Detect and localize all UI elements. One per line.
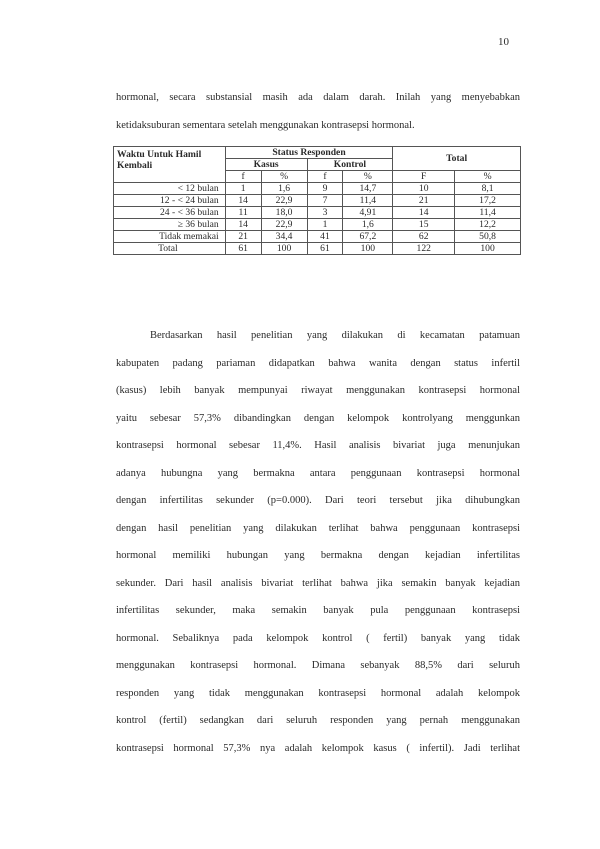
table-cell: 41 [307, 231, 343, 243]
table-cell: 14 [393, 207, 455, 219]
header-total: Total [393, 147, 521, 171]
table-cell: 4,91 [343, 207, 393, 219]
row-label: ≥ 36 bulan [114, 219, 226, 231]
text-line: hormonal. Sebaliknya pada kelompok kontrol ( fertil) banyak yang tidak [116, 632, 520, 644]
table-cell: 18,0 [261, 207, 307, 219]
row-label: 12 - < 24 bulan [114, 195, 226, 207]
text-line: dengan hasil penelitian yang dilakukan terlihat bahwa penggunaan kontrasepsi [116, 522, 520, 534]
table-cell: 100 [261, 243, 307, 255]
table-cell: 22,9 [261, 195, 307, 207]
table-row [114, 207, 521, 219]
table-cell: 61 [307, 243, 343, 255]
table-cell: 12,2 [455, 219, 521, 231]
body-paragraph [116, 322, 520, 762]
text-line: hormonal memiliki hubungan yang bermakna dengan kejadian infertilitas [116, 550, 520, 561]
text-line: infertilitas sekunder, maka semakin banyak pula penggunaan kontrasepsi [116, 605, 520, 616]
subheader-cell: % [455, 171, 521, 183]
table-cell: 9 [307, 183, 343, 195]
header-status-responden: Status Responden [225, 147, 393, 159]
table-cell: 11,4 [455, 207, 521, 219]
text-line: kabupaten padang pariaman didapatkan bahwa wanita dengan status infertil [116, 357, 520, 369]
table-row [114, 195, 521, 207]
text-line: sekunder. Dari hasil analisis bivariat terlihat bahwa jika semakin banyak kejadian [116, 577, 520, 589]
text-line: yaitu sebesar 57,3% dibandingkan dengan kelompok kontrolyang menggunkan [116, 412, 520, 424]
table-cell: 21 [225, 231, 261, 243]
text-line: dengan infertilitas sekunder (p=0.000). Dari teori tersebut jika dihubungkan [116, 495, 520, 506]
table-row [114, 231, 521, 243]
table-row [114, 183, 521, 195]
table-cell: 1,6 [261, 183, 307, 195]
table-cell: 50,8 [455, 231, 521, 243]
table-cell: 10 [393, 183, 455, 195]
header-waktu: Waktu Untuk Hamil Kembali [114, 147, 226, 183]
row-label: Tidak memakai [114, 231, 226, 243]
row-label: 24 - < 36 bulan [114, 207, 226, 219]
table-cell: 34,4 [261, 231, 307, 243]
table-cell: 17,2 [455, 195, 521, 207]
header-kasus: Kasus [225, 159, 307, 171]
row-label: Total [114, 243, 226, 255]
subheader-cell: % [261, 171, 307, 183]
row-label: < 12 bulan [114, 183, 226, 195]
table-cell: 1 [307, 219, 343, 231]
text-line: Berdasarkan hasil penelitian yang dilakukan di kecamatan patamuan [150, 330, 520, 341]
header-kontrol: Kontrol [307, 159, 393, 171]
table-cell: 1 [225, 183, 261, 195]
text-line: responden yang tidak menggunakan kontrasepsi hormonal adalah kelompok [116, 687, 520, 699]
table-cell: 22,9 [261, 219, 307, 231]
table-cell: 7 [307, 195, 343, 207]
table-cell: 15 [393, 219, 455, 231]
text-line: kontrol (fertil) sedangkan dari seluruh responden yang pernah menggunakan [116, 715, 520, 726]
subheader-cell: F [393, 171, 455, 183]
intro-paragraph [116, 84, 520, 140]
text-line: hormonal, secara substansial masih ada dalam darah. Inilah yang menyebabkan [116, 92, 520, 103]
table-cell: 3 [307, 207, 343, 219]
table-cell: 11,4 [343, 195, 393, 207]
table-row [114, 219, 521, 231]
table-cell: 122 [393, 243, 455, 255]
table-cell: 1,6 [343, 219, 393, 231]
table-cell: 14 [225, 195, 261, 207]
table-cell: 62 [393, 231, 455, 243]
text-line: (kasus) lebih banyak mempunyai riwayat menggunakan kontrasepsi hormonal [116, 385, 520, 396]
table-cell: 61 [225, 243, 261, 255]
table-cell: 21 [393, 195, 455, 207]
data-table [113, 146, 521, 255]
table-header-row [114, 147, 521, 159]
text-line: ketidaksuburan sementara setelah menggunakan kontrasepsi hormonal. [116, 120, 415, 131]
text-line: kontrasepsi hormonal sebesar 11,4%. Hasil analisis bivariat juga menunjukan [116, 440, 520, 451]
text-line: adanya hubungna yang bermakna antara penggunaan kontrasepsi hormonal [116, 467, 520, 479]
text-line: kontrasepsi hormonal 57,3% nya adalah kelompok kasus ( infertil). Jadi terlihat [116, 742, 520, 754]
table-total-row [114, 243, 521, 255]
table-cell: 100 [343, 243, 393, 255]
table-cell: 14 [225, 219, 261, 231]
page-number: 10 [498, 36, 509, 48]
subheader-cell: f [225, 171, 261, 183]
table-cell: 67,2 [343, 231, 393, 243]
subheader-cell: f [307, 171, 343, 183]
table-cell: 8,1 [455, 183, 521, 195]
table-cell: 11 [225, 207, 261, 219]
text-line: menggunakan kontrasepsi hormonal. Dimana sebanyak 88,5% dari seluruh [116, 660, 520, 671]
table-cell: 14,7 [343, 183, 393, 195]
subheader-cell: % [343, 171, 393, 183]
table-cell: 100 [455, 243, 521, 255]
